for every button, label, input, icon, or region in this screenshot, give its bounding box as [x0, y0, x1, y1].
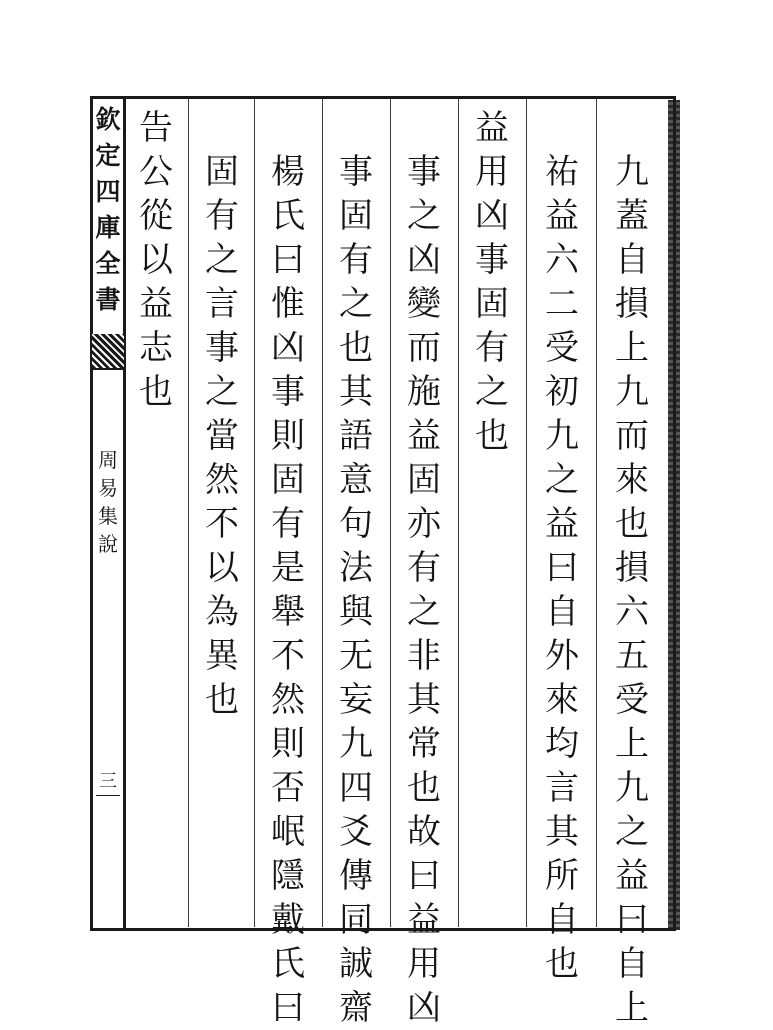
column-divider — [254, 99, 255, 927]
column-divider — [322, 99, 323, 927]
margin-page-number: 三 — [99, 771, 117, 792]
margin-series-title: 欽定四庫全書 — [95, 105, 121, 314]
text-column-3: 益用凶事固有之也 — [475, 108, 509, 456]
column-divider — [596, 99, 597, 927]
margin-page-tick — [96, 795, 120, 796]
column-divider — [390, 99, 391, 927]
fishtail-rule — [92, 368, 124, 370]
text-column-7: 固有之言事之當然不以為異也 — [205, 152, 239, 720]
text-column-6: 楊氏曰惟凶事則固有是舉不然則否岷隱戴氏曰 — [271, 152, 305, 1028]
text-column-2: 祐益六二受初九之益曰自外來均言其所自也 — [545, 152, 579, 984]
text-column-5: 事固有之也其語意句法與无妄九四爻傳同誠齋 — [339, 152, 373, 1028]
text-column-8: 告公從以益志也 — [139, 108, 173, 412]
column-divider — [188, 99, 189, 927]
text-column-1: 九蓋自損上九而來也損六五受上九之益曰自上 — [615, 152, 649, 1028]
column-divider — [526, 99, 527, 927]
margin-book-title: 周易集說 — [98, 448, 118, 556]
fishtail-mark — [92, 334, 124, 368]
column-divider — [458, 99, 459, 927]
text-column-4: 事之凶變而施益固亦有之非其常也故曰益用凶 — [407, 152, 441, 1028]
